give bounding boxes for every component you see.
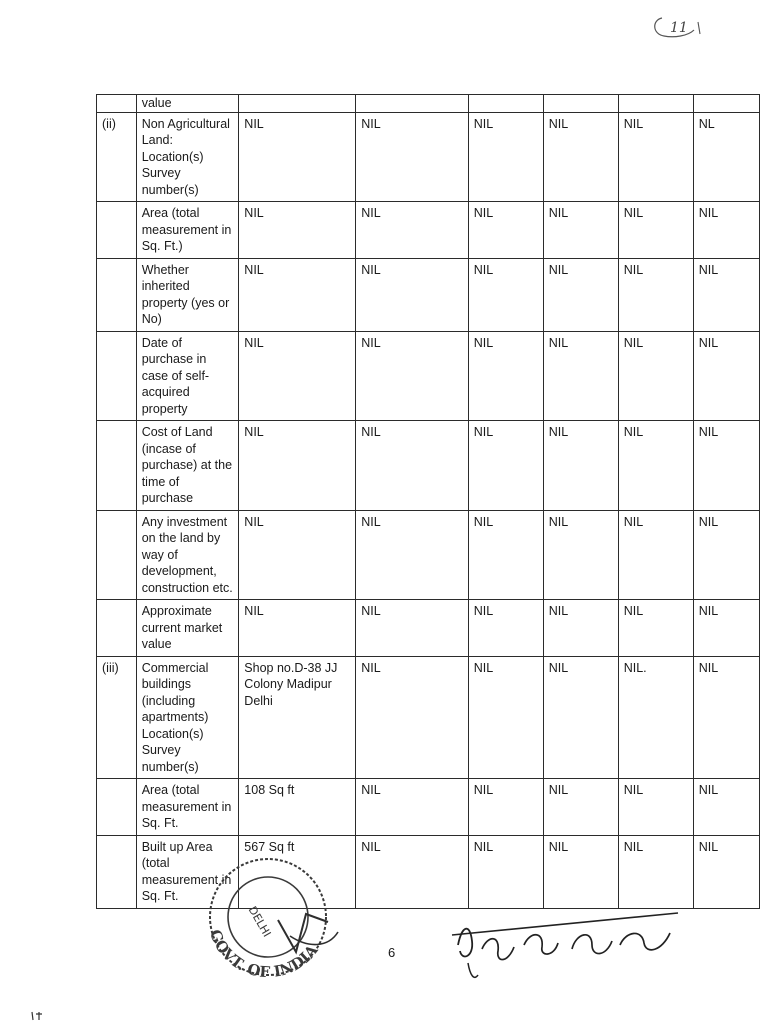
row-index-cell xyxy=(97,331,137,421)
value-cell: NIL xyxy=(543,258,618,331)
margin-mark xyxy=(30,1010,44,1022)
value-cell: NIL xyxy=(693,600,759,657)
value-cell: NIL xyxy=(618,510,693,600)
svg-text:11: 11 xyxy=(670,20,688,36)
value-cell xyxy=(239,95,356,113)
value-cell: NIL xyxy=(618,258,693,331)
value-cell: NIL xyxy=(468,331,543,421)
value-cell: 108 Sq ft xyxy=(239,779,356,836)
value-cell: NIL xyxy=(543,421,618,511)
value-cell: NIL xyxy=(618,112,693,202)
value-cell: NIL xyxy=(356,656,469,779)
row-description-cell: Non Agricultural Land: Location(s) Survey number(s) xyxy=(136,112,239,202)
table-row xyxy=(97,421,760,511)
handwritten-signature xyxy=(448,905,688,985)
value-cell: NIL xyxy=(543,202,618,259)
value-cell: NIL xyxy=(356,835,469,908)
value-cell: NIL xyxy=(693,202,759,259)
value-cell: NIL xyxy=(618,600,693,657)
value-cell: NIL xyxy=(239,331,356,421)
value-cell: Shop no.D-38 JJ Colony Madipur Delhi xyxy=(239,656,356,779)
value-cell xyxy=(356,95,469,113)
value-cell: NIL xyxy=(618,331,693,421)
row-description-cell: Area (total measurement in Sq. Ft. xyxy=(136,779,239,836)
row-description-cell: Commercial buildings (including apartments) Location(s) Survey number(s) xyxy=(136,656,239,779)
value-cell: NIL xyxy=(693,421,759,511)
assets-table-body xyxy=(97,95,760,909)
value-cell: NIL xyxy=(239,112,356,202)
value-cell: NIL xyxy=(618,421,693,511)
row-index-cell xyxy=(97,202,137,259)
value-cell: NIL xyxy=(356,331,469,421)
value-cell: NIL xyxy=(618,835,693,908)
row-index-cell xyxy=(97,510,137,600)
table-row xyxy=(97,202,760,259)
value-cell: NIL xyxy=(693,779,759,836)
value-cell: NIL xyxy=(239,258,356,331)
value-cell: NIL xyxy=(239,510,356,600)
value-cell: NIL xyxy=(468,258,543,331)
value-cell: NIL xyxy=(543,600,618,657)
table-row xyxy=(97,258,760,331)
value-cell: NIL xyxy=(468,421,543,511)
page-number: 6 xyxy=(388,945,396,960)
row-description-cell: Date of purchase in case of self-acquired property xyxy=(136,331,239,421)
value-cell: NIL xyxy=(693,835,759,908)
svg-text:GOVT. OF INDIA: GOVT. OF INDIA xyxy=(205,927,322,982)
value-cell: NIL xyxy=(468,835,543,908)
value-cell: NIL xyxy=(239,202,356,259)
value-cell: NIL xyxy=(356,112,469,202)
value-cell: NIL xyxy=(618,779,693,836)
assets-table xyxy=(96,94,760,909)
value-cell: NIL xyxy=(618,202,693,259)
row-index-cell: (ii) xyxy=(97,112,137,202)
value-cell: NIL xyxy=(468,600,543,657)
row-index-cell xyxy=(97,600,137,657)
value-cell: NIL xyxy=(356,202,469,259)
table-row xyxy=(97,779,760,836)
table-row xyxy=(97,95,760,113)
table-row xyxy=(97,656,760,779)
value-cell: NIL xyxy=(356,600,469,657)
value-cell: NIL xyxy=(468,510,543,600)
page-number-handwritten-mark xyxy=(648,8,704,42)
row-description-cell: Cost of Land (incase of purchase) at the time of purchase xyxy=(136,421,239,511)
table-row xyxy=(97,331,760,421)
row-index-cell: (iii) xyxy=(97,656,137,779)
value-cell: NIL xyxy=(356,421,469,511)
value-cell: NIL. xyxy=(618,656,693,779)
value-cell: NIL xyxy=(239,600,356,657)
official-seal-stamp xyxy=(178,852,358,982)
value-cell: NIL xyxy=(543,510,618,600)
row-description-cell: Area (total measurement in Sq. Ft.) xyxy=(136,202,239,259)
value-cell: NIL xyxy=(468,112,543,202)
value-cell: NIL xyxy=(693,656,759,779)
table-row xyxy=(97,112,760,202)
row-index-cell xyxy=(97,258,137,331)
row-description-cell: Any investment on the land by way of development, construction etc. xyxy=(136,510,239,600)
value-cell xyxy=(468,95,543,113)
value-cell xyxy=(543,95,618,113)
value-cell: NL xyxy=(693,112,759,202)
row-description-cell: value xyxy=(136,95,239,113)
value-cell xyxy=(693,95,759,113)
value-cell: NIL xyxy=(356,779,469,836)
table-row xyxy=(97,600,760,657)
value-cell: NIL xyxy=(693,510,759,600)
svg-text:DELHI: DELHI xyxy=(245,904,274,940)
value-cell: NIL xyxy=(693,331,759,421)
value-cell: NIL xyxy=(543,112,618,202)
row-index-cell xyxy=(97,421,137,511)
value-cell: NIL xyxy=(543,779,618,836)
row-description-cell: Whether inherited property (yes or No) xyxy=(136,258,239,331)
value-cell: NIL xyxy=(239,421,356,511)
value-cell: NIL xyxy=(356,510,469,600)
row-index-cell xyxy=(97,95,137,113)
value-cell: NIL xyxy=(468,656,543,779)
row-description-cell: Built up Area (total measurement in Sq. Ft. xyxy=(136,835,239,908)
value-cell: NIL xyxy=(356,258,469,331)
value-cell: NIL xyxy=(468,202,543,259)
value-cell: NIL xyxy=(693,258,759,331)
value-cell: NIL xyxy=(543,835,618,908)
value-cell: 567 Sq ft xyxy=(239,835,356,908)
value-cell: NIL xyxy=(543,656,618,779)
row-description-cell: Approximate current market value xyxy=(136,600,239,657)
row-index-cell xyxy=(97,779,137,836)
value-cell xyxy=(618,95,693,113)
value-cell: NIL xyxy=(468,779,543,836)
row-index-cell xyxy=(97,835,137,908)
table-row xyxy=(97,510,760,600)
value-cell: NIL xyxy=(543,331,618,421)
